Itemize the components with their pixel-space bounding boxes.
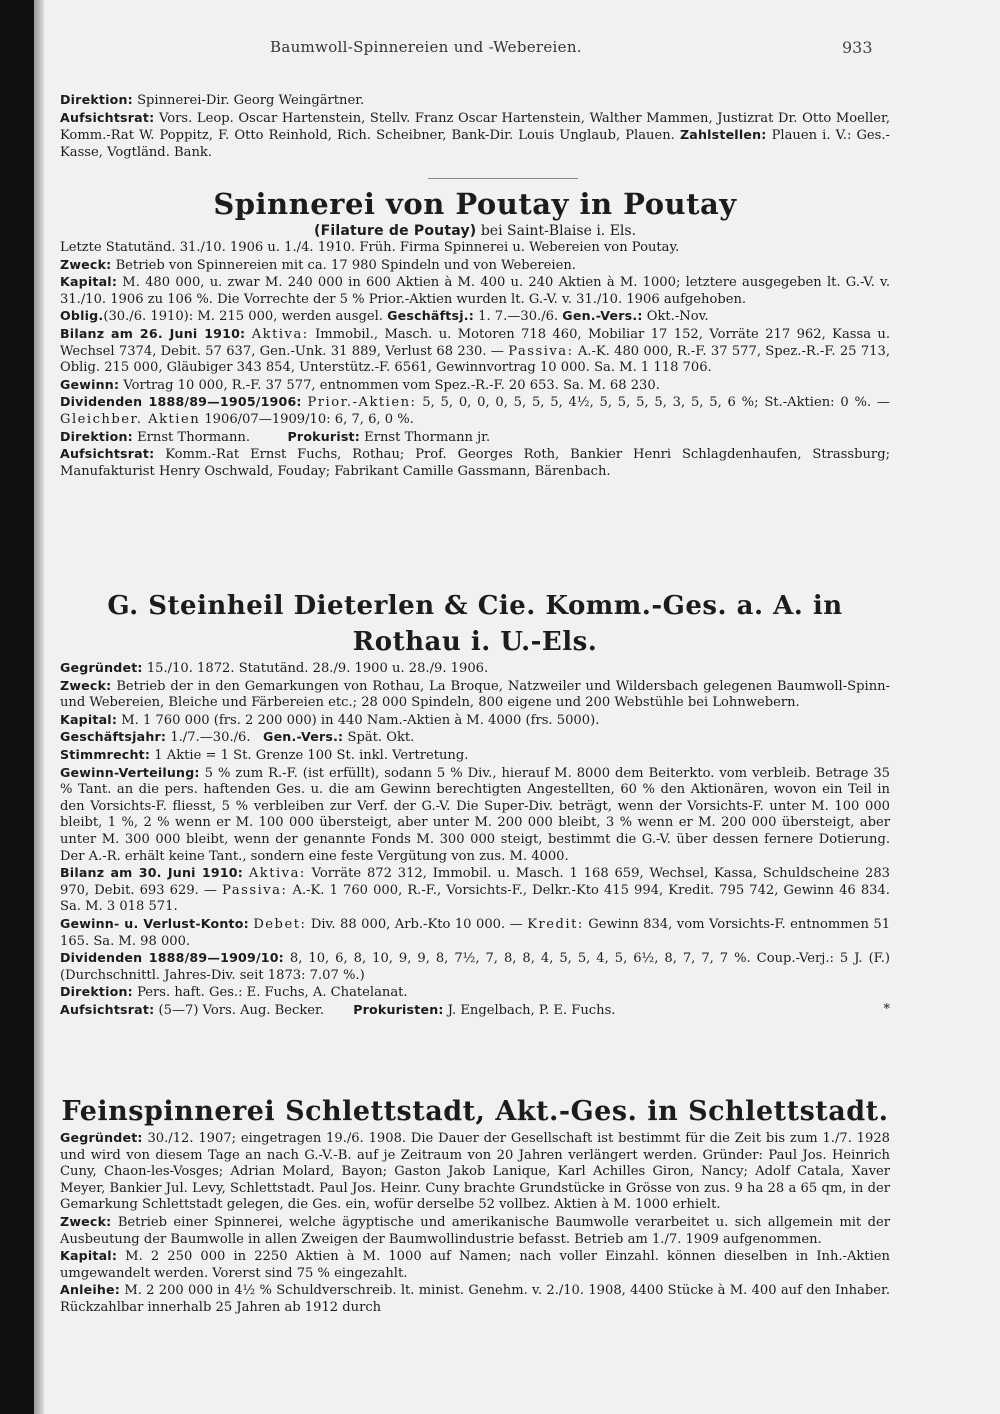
poutay-subtitle: (Filature de Poutay) bei Saint-Blaise i. Els.: [313, 223, 637, 239]
poutay-direktion: Direktion: Ernst Thormann. Prokurist: Ernst Thormann jr.: [60, 428, 491, 445]
prev-entry-section: [60, 92, 890, 161]
schlettstadt-entry: [60, 1094, 890, 1317]
steinheil-aufsichtsrat: Aufsichtsrat: (5—7) Vors. Aug. Becker. Prokuristen: J. Engelbach, P. E. Fuchs. *: [60, 1001, 890, 1018]
steinheil-gegruendet: Gegründet: 15./10. 1872. Statutänd. 28./9. 1900 u. 28./9. 1906.: [60, 660, 489, 676]
running-header: Baumwoll-Spinnereien und -Webereien.: [270, 38, 582, 56]
steinheil-entry: [60, 588, 890, 1019]
schlettstadt-gegruendet: Gegründet: 30./12. 1907; eingetragen 19./6. 1908. Die Dauer der Gesellschaft ist bestimmt für die Zeit bis zum 1./7. 1928 und wird von diesem Tage an nach G.-V.-B. auf je Zeitraum von 20 Jahren verlängert werden. Gründer: Paul Jos. Heinrich Cuny, Chaon-les-Vosges; Adrian Molard, Bayon; Gaston Jakob Lanique, Karl Achilles Giron, Nancy; Adolf Catala, Xaver Meyer, Bankier Jul. Levy, Schlettstadt. Paul Jos. Heinr. Cuny brachte Grundstücke in Grösse von zus. 9 ha 28 a 65 qm, in der Gemarkung Schlettstadt gelegen, die Ges. ein, wofür derselbe 52 vollbez. Aktien à M. 1000 erhielt.: [60, 1130, 890, 1213]
schlettstadt-kapital: Kapital: M. 2 250 000 in 2250 Aktien à M. 1000 auf Namen; nach voller Einzahl. können dieselben in Inh.-Aktien umgewandelt werden. Vorerst sind 75 % eingezahlt.: [60, 1248, 890, 1281]
poutay-dividenden: Dividenden 1888/89—1905/1906: Prior.-Aktien: 5, 5, 0, 0, 0, 5, 5, 5, 4½, 5, 5, 5, 5, 3, 5, 5, 6 %; St.-Aktien: 0 %. — Gleichber. Aktien 1906/07—1909/10: 6, 7, 6, 0 %.: [60, 394, 890, 427]
section-divider: [428, 178, 578, 179]
steinheil-geschaeftsjahr: Geschäftsjahr: 1./7.—30./6. Gen.-Vers.: Spät. Okt.: [60, 729, 415, 746]
prev-direktion: Direktion: Spinnerei-Dir. Georg Weingärtner.: [60, 92, 365, 108]
book-spine-shadow: [0, 0, 34, 1414]
poutay-bilanz: Bilanz am 26. Juni 1910: Aktiva: Immobil., Masch. u. Motoren 718 460, Mobiliar 17 152, Vorräte 217 962, Kassa u. Wechsel 7374, Debit. 57 637, Gen.-Unk. 31 889, Verlust 68 230. — Passiva: A.-K. 480 000, R.-F. 37 577, Spez.-R.-F. 25 713, Oblig. 215 000, Gläubiger 343 854, Unterstütz.-F. 6561, Gewinnvortrag 10 000. Sa. M. 1 118 706.: [60, 325, 891, 376]
poutay-aufsichtsrat: Aufsichtsrat: Komm.-Rat Ernst Fuchs, Rothau; Prof. Georges Roth, Bankier Henri Schlagdenhaufen, Strassburg; Manufakturist Henry Oschwald, Fouday; Fabrikant Camille Gassmann, Bärenbach.: [60, 446, 890, 479]
steinheil-guv: Gewinn- u. Verlust-Konto: Debet: Div. 88 000, Arb.-Kto 10 000. — Kredit: Gewinn 834, vom Vorsichts-F. entnommen 51 165. Sa. M. 98 000.: [60, 915, 891, 949]
prev-aufsichtsrat: Aufsichtsrat: Vors. Leop. Oscar Hartenstein, Stellv. Franz Oscar Hartenstein, Walther Mammen, Justizrat Dr. Otto Moeller, Komm.-Rat W. Poppitz, F. Otto Reinhold, Rich. Scheibner, Bank-Dir. Louis Unglaub, Plauen. Zahlstellen: Plauen i. V.: Ges.-Kasse, Vogtländ. Bank.: [60, 109, 890, 160]
schlettstadt-anleihe: Anleihe: M. 2 200 000 in 4½ % Schuldverschreib. lt. minist. Genehm. v. 2./10. 1908, 4400 Stücke à M. 400 auf den Inhaber. Rückzahlbar innerhalb 25 Jahren ab 1912 durch: [60, 1282, 890, 1315]
poutay-kapital: Kapital: M. 480 000, u. zwar M. 240 000 in 600 Aktien à M. 400 u. 240 Aktien à M. 1000; letztere ausgegeben lt. G.-V. v. 31./10. 1906 zu 106 %. Die Vorrechte der 5 % Prior.-Aktien wurden lt. G.-V. v. 31./10. 1906 aufgehoben.: [60, 274, 890, 307]
poutay-statut: Letzte Statutänd. 31./10. 1906 u. 1./4. 1910. Früh. Firma Spinnerei u. Webereien von Poutay.: [60, 240, 680, 255]
steinheil-stimmrecht: Stimmrecht: 1 Aktie = 1 St. Grenze 100 St. inkl. Vertretung.: [60, 746, 469, 763]
schlettstadt-zweck: Zweck: Betrieb einer Spinnerei, welche ägyptische und amerikanische Baumwolle verarbeitet u. sich allgemein mit der Ausbeutung der Baumwolle in allen Zweigen der Baumwollindustrie befasst. Betrieb am 1./7. 1909 aufgenommen.: [60, 1213, 890, 1247]
steinheil-gewinnverteilung: Gewinn-Verteilung: 5 % zum R.-F. (ist erfüllt), sodann 5 % Div., hierauf M. 8000 dem Beiterkto. vom verbleib. Betrage 35 % Tant. an die pers. haftenden Ges. u. die am Gewinn berechtigten Angestellten, 60 % den Aktionären, wovon ein Teil in den Vorsichts-F. fliesst, 5 % verbleiben zur Verf. der G.-V. Die Super-Div. beträgt, wenn der Vorsichts-F. unter M. 100 000 bleibt, 1 %, 2 % wenn er M. 100 000 übersteigt, aber unter M. 200 000 bleibt, 3 % wenn er M. 200 000 übersteigt, aber unter M. 300 000 bleibt, wenn der genannte Fonds M. 300 000 steigt, bestimmt die G.-V. über dessen fernere Dotierung. Der A.-R. erhält keine Tant., sondern eine feste Vergütung von zus. M. 4000.: [60, 764, 890, 864]
steinheil-title: G. Steinheil Dieterlen & Cie. Komm.-Ges. a. A. in Rothau i. U.-Els.: [107, 591, 843, 657]
steinheil-dividenden: Dividenden 1888/89—1909/10: 8, 10, 6, 8, 10, 9, 9, 8, 7½, 7, 8, 8, 4, 5, 5, 4, 5, 6½, 8, 7, 7, 7 %. Coup.-Verj.: 5 J. (F.) (Durchschnittl. Jahres-Div. seit 1873: 7.07 %.): [60, 950, 890, 983]
poutay-title: Spinnerei von Poutay in Poutay: [213, 187, 737, 221]
schlettstadt-title: Feinspinnerei Schlettstadt, Akt.-Ges. in Schlettstadt.: [61, 1096, 889, 1127]
steinheil-zweck: Zweck: Betrieb der in den Gemarkungen von Rothau, La Broque, Natzweiler und Wildersbach gelegenen Baumwoll-Spinn- und Webereien, Bleiche und Färbereien etc.; 28 000 Spindeln, 800 eigene und 200 Webstühle bei Lohnwebern.: [60, 677, 890, 711]
page-number: 933: [842, 38, 873, 57]
page-gutter: [34, 0, 44, 1414]
poutay-oblig: Oblig.(30./6. 1910): M. 215 000, werden ausgel. Geschäftsj.: 1. 7.—30./6. Gen.-Vers.: Okt.-Nov.: [60, 308, 709, 325]
poutay-gewinn: Gewinn: Vortrag 10 000, R.-F. 37 577, entnommen vom Spez.-R.-F. 20 653. Sa. M. 68 230.: [60, 376, 660, 393]
poutay-entry: [60, 186, 890, 480]
steinheil-direktion: Direktion: Pers. haft. Ges.: E. Fuchs, A. Chatelanat.: [60, 984, 408, 1001]
poutay-zweck: Zweck: Betrieb von Spinnereien mit ca. 17 980 Spindeln und von Webereien.: [60, 256, 576, 273]
steinheil-bilanz: Bilanz am 30. Juni 1910: Aktiva: Vorräte 872 312, Immobil. u. Masch. 1 168 659, Wechsel, Kassa, Schuldscheine 283 970, Debit. 693 629. — Passiva: A.-K. 1 760 000, R.-F., Vorsichts-F., Delkr.-Kto 415 994, Kredit. 795 742, Gewinn 46 834. Sa. M. 3 018 571.: [60, 865, 890, 915]
steinheil-kapital: Kapital: M. 1 760 000 (frs. 2 200 000) in 440 Nam.-Aktien à M. 4000 (frs. 5000).: [60, 711, 600, 728]
